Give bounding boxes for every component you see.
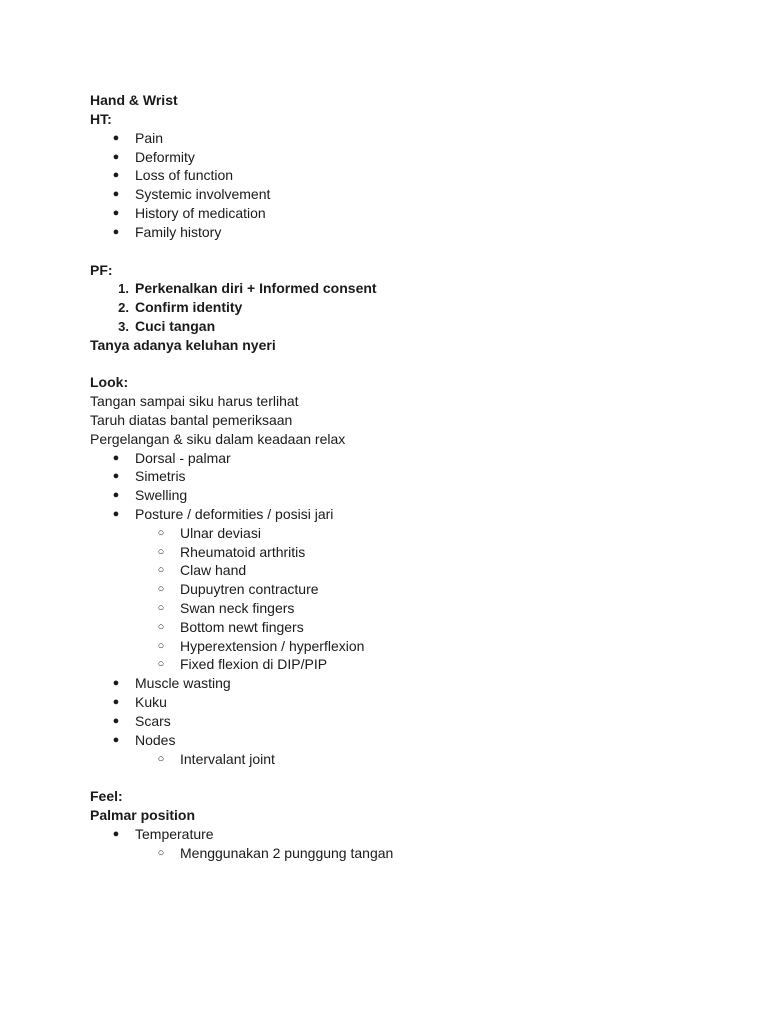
sub-list-item-text: Fixed flexion di DIP/PIP: [180, 656, 328, 672]
list-item-text: Dorsal - palmar: [135, 450, 231, 466]
bullet-circle: ○: [157, 847, 165, 859]
list-item: [112, 505, 334, 524]
list-item-text: Kuku: [135, 694, 167, 710]
list-item: [112, 731, 176, 750]
list-item-text: Scars: [135, 713, 171, 729]
list-item: [112, 825, 214, 844]
list-item-text: Muscle wasting: [135, 675, 231, 691]
list-item-text: History of medication: [135, 205, 266, 221]
bullet-disc: ●: [112, 828, 120, 840]
bullet-disc: ●: [112, 470, 120, 482]
bullet-disc: ●: [112, 188, 120, 200]
list-item: [112, 166, 234, 185]
item-number: 2.: [118, 300, 129, 315]
look-heading: Look:: [90, 374, 129, 390]
sub-list-item: [157, 750, 275, 769]
bullet-disc: ●: [112, 508, 120, 520]
numbered-item: [118, 279, 377, 298]
bullet-disc: ●: [112, 677, 120, 689]
bullet-circle: ○: [157, 583, 165, 595]
bullet-disc: ●: [112, 226, 120, 238]
bullet-circle: ○: [157, 527, 165, 539]
look-line: Tangan sampai siku harus terlihat: [90, 393, 299, 409]
sub-list-item-text: Bottom newt fingers: [180, 619, 304, 635]
bullet-disc: ●: [112, 715, 120, 727]
bullet-disc: ●: [112, 734, 120, 746]
bullet-disc: ●: [112, 489, 120, 501]
list-item: [112, 129, 164, 148]
bullet-disc: ●: [112, 132, 120, 144]
sub-list-item-text: Claw hand: [180, 562, 247, 578]
list-item: [112, 223, 222, 242]
bullet-disc: ●: [112, 169, 120, 181]
list-item-text: Posture / deformities / posisi jari: [135, 506, 334, 522]
sub-list-item: [157, 524, 261, 543]
bullet-disc: ●: [112, 452, 120, 464]
sub-list-item-text: Menggunakan 2 punggung tangan: [180, 845, 394, 861]
sub-list-item: [157, 637, 365, 656]
numbered-item-text: Confirm identity: [135, 299, 243, 315]
list-item-text: Nodes: [135, 732, 176, 748]
item-number: 3.: [118, 319, 129, 334]
ht-heading: HT:: [90, 111, 112, 127]
sub-list-item: [157, 618, 304, 637]
bullet-disc: ●: [112, 207, 120, 219]
list-item: [112, 486, 188, 505]
bullet-circle: ○: [157, 564, 165, 576]
numbered-item: [118, 317, 216, 336]
look-line: Taruh diatas bantal pemeriksaan: [90, 412, 293, 428]
numbered-item: [118, 298, 243, 317]
sub-list-item-text: Hyperextension / hyperflexion: [180, 638, 365, 654]
numbered-item-text: Cuci tangan: [135, 318, 216, 334]
bullet-circle: ○: [157, 640, 165, 652]
feel-heading: Feel:: [90, 788, 123, 804]
bullet-circle: ○: [157, 546, 165, 558]
list-item-text: Temperature: [135, 826, 214, 842]
list-item-text: Family history: [135, 224, 222, 240]
pf-note: Tanya adanya keluhan nyeri: [90, 337, 276, 353]
sub-list-item: [157, 599, 295, 618]
bullet-circle: ○: [157, 621, 165, 633]
sub-list-item: [157, 543, 306, 562]
item-number: 1.: [118, 281, 129, 296]
sub-list-item-text: Ulnar deviasi: [180, 525, 261, 541]
document-title: Hand & Wrist: [90, 92, 178, 108]
list-item: [112, 148, 195, 167]
sub-list-item: [157, 561, 247, 580]
bullet-circle: ○: [157, 602, 165, 614]
sub-list-item-text: Swan neck fingers: [180, 600, 295, 616]
list-item: [112, 712, 171, 731]
bullet-circle: ○: [157, 753, 165, 765]
list-item-text: Loss of function: [135, 167, 234, 183]
bullet-disc: ●: [112, 151, 120, 163]
sub-list-item-text: Rheumatoid arthritis: [180, 544, 306, 560]
bullet-disc: ●: [112, 696, 120, 708]
list-item: [112, 204, 266, 223]
sub-list-item: [157, 655, 328, 674]
list-item: [112, 674, 231, 693]
sub-list-item: [157, 580, 319, 599]
sub-list-item-text: Dupuytren contracture: [180, 581, 319, 597]
list-item-text: Swelling: [135, 487, 188, 503]
list-item: [112, 467, 186, 486]
sub-list-item: [157, 844, 394, 863]
list-item-text: Deformity: [135, 149, 195, 165]
list-item: [112, 185, 271, 204]
list-item-text: Simetris: [135, 468, 186, 484]
numbered-item-text: Perkenalkan diri + Informed consent: [135, 280, 377, 296]
list-item-text: Systemic involvement: [135, 186, 271, 202]
bullet-circle: ○: [157, 658, 165, 670]
pf-heading: PF:: [90, 262, 113, 278]
list-item: [112, 449, 231, 468]
look-line: Pergelangan & siku dalam keadaan relax: [90, 431, 346, 447]
list-item: [112, 693, 167, 712]
list-item-text: Pain: [135, 130, 164, 146]
sub-list-item-text: Intervalant joint: [180, 751, 275, 767]
feel-subheading: Palmar position: [90, 807, 196, 823]
